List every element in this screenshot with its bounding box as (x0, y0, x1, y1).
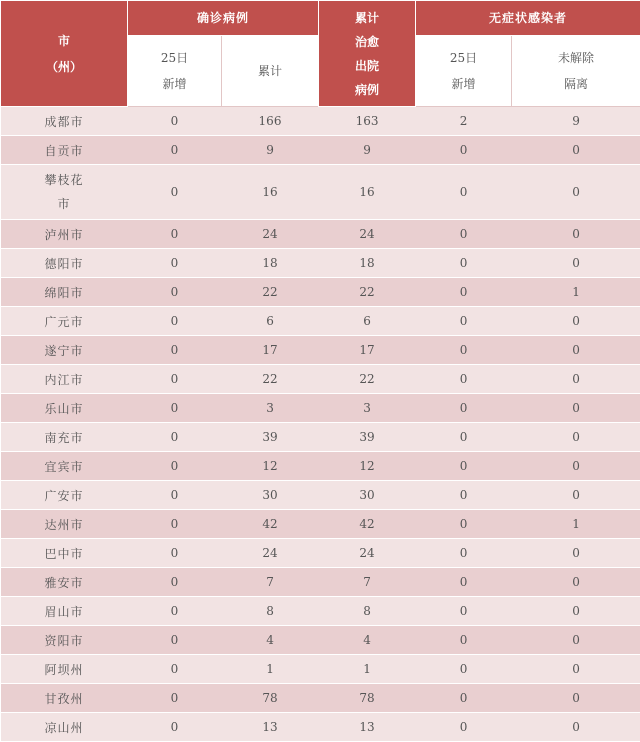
confirmed-new-cell: 0 (128, 336, 222, 365)
city-cell: 阿坝州 (1, 655, 128, 684)
header-asym-new-line1: 25日 (416, 45, 511, 71)
city-cell-line1: 攀枝花 (1, 168, 128, 192)
confirmed-new-cell: 0 (128, 481, 222, 510)
asym-isolated-cell: 0 (512, 481, 640, 510)
confirmed-cumulative-cell: 17 (222, 336, 319, 365)
asym-new-cell: 0 (416, 336, 512, 365)
confirmed-cumulative-cell: 166 (222, 107, 319, 136)
confirmed-new-cell: 0 (128, 655, 222, 684)
confirmed-new-cell: 0 (128, 394, 222, 423)
table-row (1, 278, 640, 307)
city-cell: 雅安市 (1, 568, 128, 597)
asym-new-cell: 0 (416, 365, 512, 394)
confirmed-cumulative-cell: 78 (222, 684, 319, 713)
healed-cell: 24 (319, 539, 416, 568)
header-confirmed-group: 确诊病例 (128, 1, 319, 36)
healed-cell: 7 (319, 568, 416, 597)
asym-isolated-cell: 0 (512, 136, 640, 165)
confirmed-new-cell: 0 (128, 278, 222, 307)
header-healed (319, 1, 416, 107)
header-healed-line2: 治愈 (319, 30, 415, 54)
confirmed-cumulative-cell: 24 (222, 220, 319, 249)
city-cell: 宜宾市 (1, 452, 128, 481)
confirmed-cumulative-cell: 24 (222, 539, 319, 568)
healed-cell: 17 (319, 336, 416, 365)
header-asymptomatic-group: 无症状感染者 (416, 1, 640, 36)
city-cell: 泸州市 (1, 220, 128, 249)
confirmed-cumulative-cell: 9 (222, 136, 319, 165)
header-city-line1: 市 (1, 28, 127, 54)
healed-cell: 24 (319, 220, 416, 249)
healed-cell: 78 (319, 684, 416, 713)
city-cell: 凉山州 (1, 713, 128, 742)
confirmed-cumulative-cell: 22 (222, 365, 319, 394)
header-confirmed-new-line2: 新增 (128, 71, 221, 97)
city-cell: 资阳市 (1, 626, 128, 655)
table-row (1, 481, 640, 510)
city-cell: 遂宁市 (1, 336, 128, 365)
header-city (1, 1, 128, 107)
healed-cell: 22 (319, 365, 416, 394)
table-row (1, 626, 640, 655)
asym-isolated-cell: 0 (512, 365, 640, 394)
healed-cell: 1 (319, 655, 416, 684)
table-row (1, 684, 640, 713)
asym-new-cell: 0 (416, 510, 512, 539)
confirmed-new-cell: 0 (128, 597, 222, 626)
city-cell: 眉山市 (1, 597, 128, 626)
city-cell: 巴中市 (1, 539, 128, 568)
confirmed-cumulative-cell: 1 (222, 655, 319, 684)
healed-cell: 3 (319, 394, 416, 423)
city-cell (1, 165, 128, 220)
asym-new-cell: 0 (416, 713, 512, 742)
table-row (1, 307, 640, 336)
asym-isolated-cell: 0 (512, 423, 640, 452)
header-confirmed-new (128, 36, 222, 107)
asym-isolated-cell: 0 (512, 713, 640, 742)
asym-new-cell: 2 (416, 107, 512, 136)
asym-isolated-cell: 0 (512, 336, 640, 365)
asym-isolated-cell: 1 (512, 278, 640, 307)
table-body (1, 107, 640, 742)
asym-new-cell: 0 (416, 307, 512, 336)
table-row (1, 165, 640, 220)
header-asym-unreleased (512, 36, 640, 107)
asym-isolated-cell: 0 (512, 394, 640, 423)
asym-isolated-cell: 0 (512, 220, 640, 249)
asym-isolated-cell: 9 (512, 107, 640, 136)
table-row (1, 365, 640, 394)
asym-new-cell: 0 (416, 452, 512, 481)
confirmed-cumulative-cell: 3 (222, 394, 319, 423)
table-row (1, 249, 640, 278)
healed-cell: 4 (319, 626, 416, 655)
confirmed-cumulative-cell: 30 (222, 481, 319, 510)
asym-new-cell: 0 (416, 597, 512, 626)
asym-isolated-cell: 0 (512, 452, 640, 481)
table-row (1, 136, 640, 165)
asym-new-cell: 0 (416, 539, 512, 568)
asym-isolated-cell: 1 (512, 510, 640, 539)
confirmed-cumulative-cell: 8 (222, 597, 319, 626)
city-cell: 南充市 (1, 423, 128, 452)
asym-isolated-cell: 0 (512, 165, 640, 220)
city-cell: 广安市 (1, 481, 128, 510)
asym-new-cell: 0 (416, 423, 512, 452)
table-row (1, 394, 640, 423)
healed-cell: 8 (319, 597, 416, 626)
confirmed-new-cell: 0 (128, 568, 222, 597)
city-cell: 广元市 (1, 307, 128, 336)
confirmed-new-cell: 0 (128, 423, 222, 452)
healed-cell: 163 (319, 107, 416, 136)
city-cell: 成都市 (1, 107, 128, 136)
confirmed-new-cell: 0 (128, 713, 222, 742)
confirmed-cumulative-cell: 12 (222, 452, 319, 481)
table-row (1, 220, 640, 249)
city-cell: 达州市 (1, 510, 128, 539)
asym-isolated-cell: 0 (512, 597, 640, 626)
asym-new-cell: 0 (416, 684, 512, 713)
header-confirmed-cumulative: 累计 (222, 36, 319, 107)
confirmed-new-cell: 0 (128, 626, 222, 655)
asym-new-cell: 0 (416, 626, 512, 655)
asym-isolated-cell: 0 (512, 249, 640, 278)
header-confirmed-new-line1: 25日 (128, 45, 221, 71)
confirmed-cumulative-cell: 7 (222, 568, 319, 597)
header-asym-new (416, 36, 512, 107)
confirmed-new-cell: 0 (128, 539, 222, 568)
asym-new-cell: 0 (416, 481, 512, 510)
header-asym-unreleased-line1: 未解除 (512, 45, 640, 71)
confirmed-cumulative-cell: 42 (222, 510, 319, 539)
asym-isolated-cell: 0 (512, 626, 640, 655)
table-row (1, 713, 640, 742)
healed-cell: 30 (319, 481, 416, 510)
confirmed-cumulative-cell: 4 (222, 626, 319, 655)
healed-cell: 6 (319, 307, 416, 336)
city-cell: 内江市 (1, 365, 128, 394)
table-row (1, 510, 640, 539)
confirmed-new-cell: 0 (128, 307, 222, 336)
confirmed-new-cell: 0 (128, 452, 222, 481)
asym-isolated-cell: 0 (512, 655, 640, 684)
city-cell: 甘孜州 (1, 684, 128, 713)
healed-cell: 9 (319, 136, 416, 165)
healed-cell: 12 (319, 452, 416, 481)
confirmed-cumulative-cell: 22 (222, 278, 319, 307)
confirmed-new-cell: 0 (128, 249, 222, 278)
asym-isolated-cell: 0 (512, 684, 640, 713)
table-header (1, 1, 640, 107)
confirmed-cumulative-cell: 13 (222, 713, 319, 742)
asym-isolated-cell: 0 (512, 307, 640, 336)
asym-new-cell: 0 (416, 136, 512, 165)
table-row (1, 107, 640, 136)
healed-cell: 22 (319, 278, 416, 307)
table-row (1, 539, 640, 568)
city-cell-line2: 市 (1, 192, 128, 216)
asym-new-cell: 0 (416, 655, 512, 684)
header-healed-line3: 出院 (319, 54, 415, 78)
confirmed-cumulative-cell: 18 (222, 249, 319, 278)
confirmed-new-cell: 0 (128, 165, 222, 220)
header-healed-line1: 累计 (319, 6, 415, 30)
confirmed-new-cell: 0 (128, 136, 222, 165)
header-asym-unreleased-line2: 隔离 (512, 71, 640, 97)
asym-new-cell: 0 (416, 220, 512, 249)
header-city-line2: （州） (1, 54, 127, 80)
header-asym-new-line2: 新增 (416, 71, 511, 97)
city-cell: 乐山市 (1, 394, 128, 423)
confirmed-new-cell: 0 (128, 510, 222, 539)
healed-cell: 13 (319, 713, 416, 742)
asym-isolated-cell: 0 (512, 539, 640, 568)
healed-cell: 16 (319, 165, 416, 220)
city-cell: 德阳市 (1, 249, 128, 278)
asym-isolated-cell: 0 (512, 568, 640, 597)
healed-cell: 18 (319, 249, 416, 278)
confirmed-new-cell: 0 (128, 365, 222, 394)
confirmed-cumulative-cell: 39 (222, 423, 319, 452)
confirmed-new-cell: 0 (128, 107, 222, 136)
asym-new-cell: 0 (416, 278, 512, 307)
healed-cell: 39 (319, 423, 416, 452)
table-row (1, 423, 640, 452)
asym-new-cell: 0 (416, 249, 512, 278)
table-row (1, 336, 640, 365)
table-row (1, 655, 640, 684)
confirmed-new-cell: 0 (128, 220, 222, 249)
confirmed-new-cell: 0 (128, 684, 222, 713)
confirmed-cumulative-cell: 16 (222, 165, 319, 220)
confirmed-cumulative-cell: 6 (222, 307, 319, 336)
table-row (1, 452, 640, 481)
healed-cell: 42 (319, 510, 416, 539)
table-row (1, 568, 640, 597)
asym-new-cell: 0 (416, 165, 512, 220)
table-row (1, 597, 640, 626)
city-cell: 绵阳市 (1, 278, 128, 307)
city-cell: 自贡市 (1, 136, 128, 165)
header-healed-line4: 病例 (319, 78, 415, 102)
asym-new-cell: 0 (416, 568, 512, 597)
asym-new-cell: 0 (416, 394, 512, 423)
